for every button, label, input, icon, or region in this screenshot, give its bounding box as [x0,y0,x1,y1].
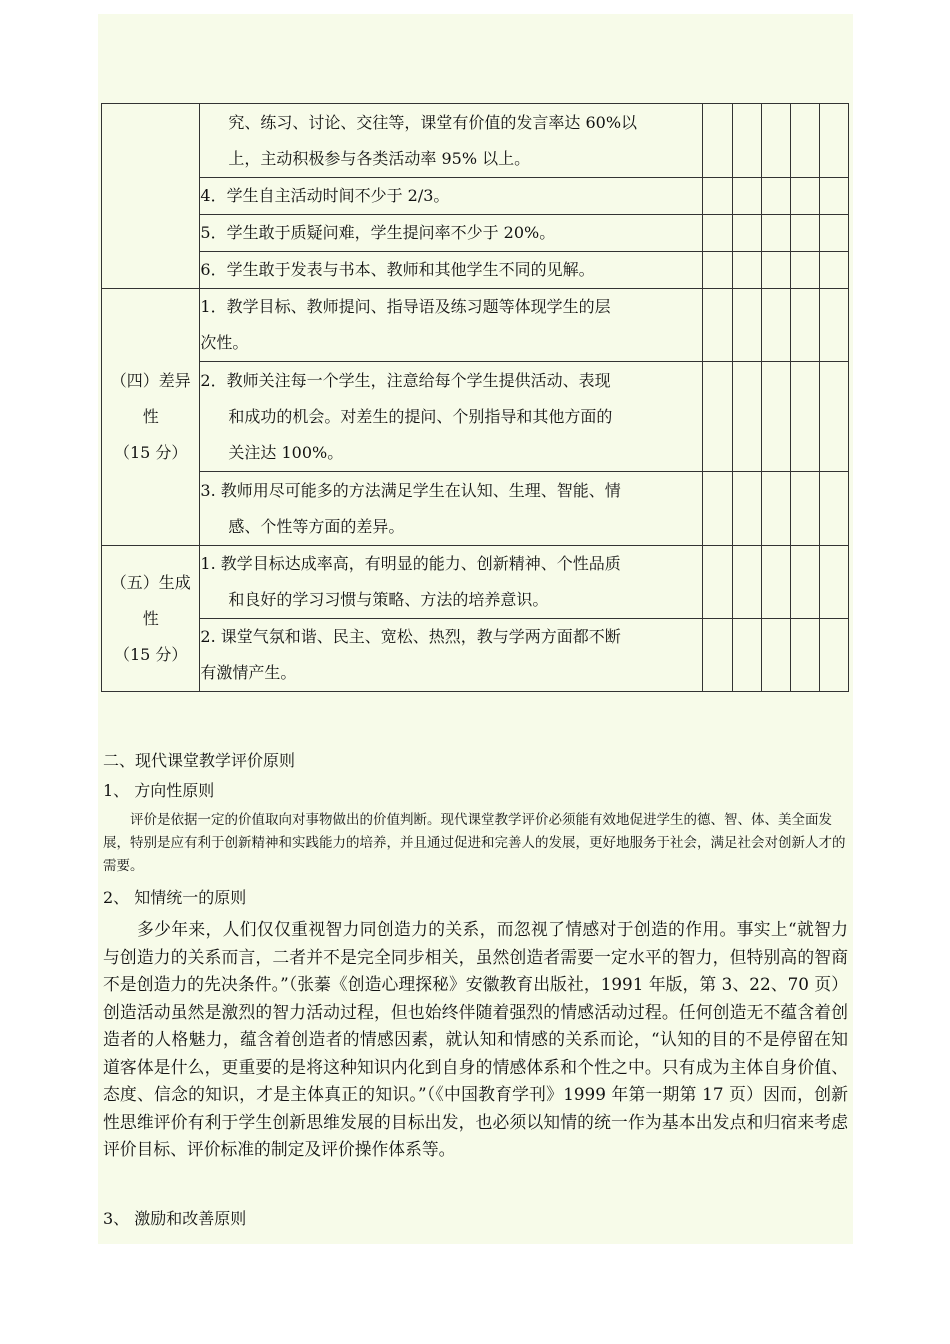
category-line: （五）生成 [110,572,191,592]
principle-title: 2、 知情统一的原则 [103,888,247,907]
score-cell[interactable] [819,472,848,546]
score-cell[interactable] [819,362,848,472]
score-cell[interactable] [790,619,819,692]
score-cell[interactable] [703,252,732,289]
principle-title: 3、 激励和改善原则 [103,1209,247,1228]
score-cell[interactable] [732,472,761,546]
category-line: 性 [142,407,159,426]
score-cell[interactable] [790,178,819,215]
criterion-cell [200,104,703,178]
paragraph: 多少年来，人们仅仅重视智力同创造力的关系，而忽视了情感对于创造的作用。事实上“就智力与创造力的关系而言，二者并不是完全同步相关，虽然创造者需要一定水平的智力，但特别高的智商不是创造力的先决条件。”（张蓁《创造心理探秘》安徽教育出版社，1991 年版，第 3、22、70 页）创造活动虽然是激烈的智力活动过程，但也始终伴随着强烈的情感活动过程。任何创造无不蕴含着创造者的人格魅力，蕴含着创造者的情感因素，就认知和情感的关系而论，“认知的目的不是停留在知道客体是什么，更重要的是将这种知识内化到自身的情感体系和个性之中。只有成为主体自身价值、态度、信念的知识，才是主体真正的知识。”（《中国教育学刊》1999 年第一期第 17 页）因而，创新性思维评价有利于学生创新思维发展的目标出发，也必须以知情的统一作为基本出发点和归宿来考虑评价目标、评价标准的制定及评价操作体系等。 [103,919,848,1159]
score-cell[interactable] [703,546,732,619]
criterion-line: 2. 课堂气氛和谐、民主、宽松、热烈，教与学两方面都不断 [200,627,621,646]
score-cell[interactable] [819,289,848,362]
category-cell-empty [102,104,200,289]
score-cell[interactable] [732,289,761,362]
criterion-line: 和良好的学习习惯与策略、方法的培养意识。 [228,590,549,609]
score-cell[interactable] [703,215,732,252]
score-cell[interactable] [761,362,790,472]
score-cell[interactable] [790,362,819,472]
score-cell[interactable] [732,362,761,472]
score-cell[interactable] [732,546,761,619]
score-cell[interactable] [761,472,790,546]
table-row [102,362,849,472]
category-line: （四）差异 [110,371,191,390]
score-cell[interactable] [761,546,790,619]
criterion-line: 有激情产生。 [200,663,297,682]
score-cell[interactable] [790,104,819,178]
score-cell[interactable] [732,252,761,289]
score-cell[interactable] [703,289,732,362]
criterion-line: 关注达 100%。 [228,442,344,462]
score-cell[interactable] [819,252,848,289]
criterion-line: 上，主动积极参与各类活动率 95% 以上。 [228,148,531,168]
criterion-cell [200,546,703,619]
category-cell [102,289,200,546]
table-row [102,252,849,289]
score-cell[interactable] [819,619,848,692]
table-row [102,289,849,362]
criterion-line: 5．学生敢于质疑问难，学生提问率不少于 20%。 [200,223,556,242]
criterion-line: 2．教师关注每一个学生，注意给每个学生提供活动、表现 [200,370,611,390]
category-line: （15 分） [113,644,188,664]
score-cell[interactable] [703,178,732,215]
score-cell[interactable] [819,178,848,215]
score-cell[interactable] [790,289,819,362]
criterion-cell [200,289,703,362]
score-cell[interactable] [732,178,761,215]
score-cell[interactable] [732,215,761,252]
score-cell[interactable] [819,104,848,178]
category-line: （15 分） [113,443,188,462]
score-cell[interactable] [703,619,732,692]
table-row [102,104,849,178]
score-cell[interactable] [819,546,848,619]
paragraph: 评价是依据一定的价值取向对事物做出的价值判断。现代课堂教学评价必须能有效地促进学生的德、智、体、美全面发展，特别是应有利于创新精神和实践能力的培养，并且通过促进和完善人的发展，更好地服务于社会，满足社会对创新人才的需要。 [103,812,846,874]
score-cell[interactable] [761,178,790,215]
score-cell[interactable] [732,104,761,178]
score-cell[interactable] [703,104,732,178]
table-row [102,215,849,252]
score-cell[interactable] [790,472,819,546]
criterion-line: 6．学生敢于发表与书本、教师和其他学生不同的见解。 [200,260,595,279]
table-row [102,546,849,619]
criterion-line: 究、练习、讨论、交往等，课堂有价值的发言率达 60%以 [228,112,638,132]
criterion-cell [200,619,703,692]
criterion-cell [200,362,703,472]
score-cell[interactable] [703,362,732,472]
principle-title: 1、 方向性原则 [103,781,215,800]
score-cell[interactable] [790,252,819,289]
criterion-line: 1．教学目标、教师提问、指导语及练习题等体现学生的层 [200,297,611,316]
score-cell[interactable] [819,215,848,252]
criterion-line: 次性。 [200,333,249,352]
section-heading: 二、现代课堂教学评价原则 [103,751,296,770]
criterion-line: 感、个性等方面的差异。 [228,516,405,536]
score-cell[interactable] [732,619,761,692]
criterion-cell [200,472,703,546]
category-cell [102,546,200,692]
score-cell[interactable] [790,215,819,252]
table-row [102,619,849,692]
score-cell[interactable] [761,104,790,178]
criterion-line: 3. 教师用尽可能多的方法满足学生在认知、生理、智能、情 [200,480,621,500]
criterion-line: 1. 教学目标达成率高，有明显的能力、创新精神、个性品质 [200,554,621,573]
criterion-cell [200,215,703,252]
criterion-line: 4．学生自主活动时间不少于 2/3。 [200,186,450,205]
score-cell[interactable] [761,289,790,362]
score-cell[interactable] [703,472,732,546]
table-row [102,178,849,215]
score-cell[interactable] [790,546,819,619]
score-cell[interactable] [761,215,790,252]
evaluation-table [101,103,849,692]
category-line: 性 [142,608,159,628]
table-row [102,472,849,546]
criterion-cell [200,252,703,289]
criterion-cell [200,178,703,215]
score-cell[interactable] [761,619,790,692]
score-cell[interactable] [761,252,790,289]
criterion-line: 和成功的机会。对差生的提问、个别指导和其他方面的 [228,406,613,426]
